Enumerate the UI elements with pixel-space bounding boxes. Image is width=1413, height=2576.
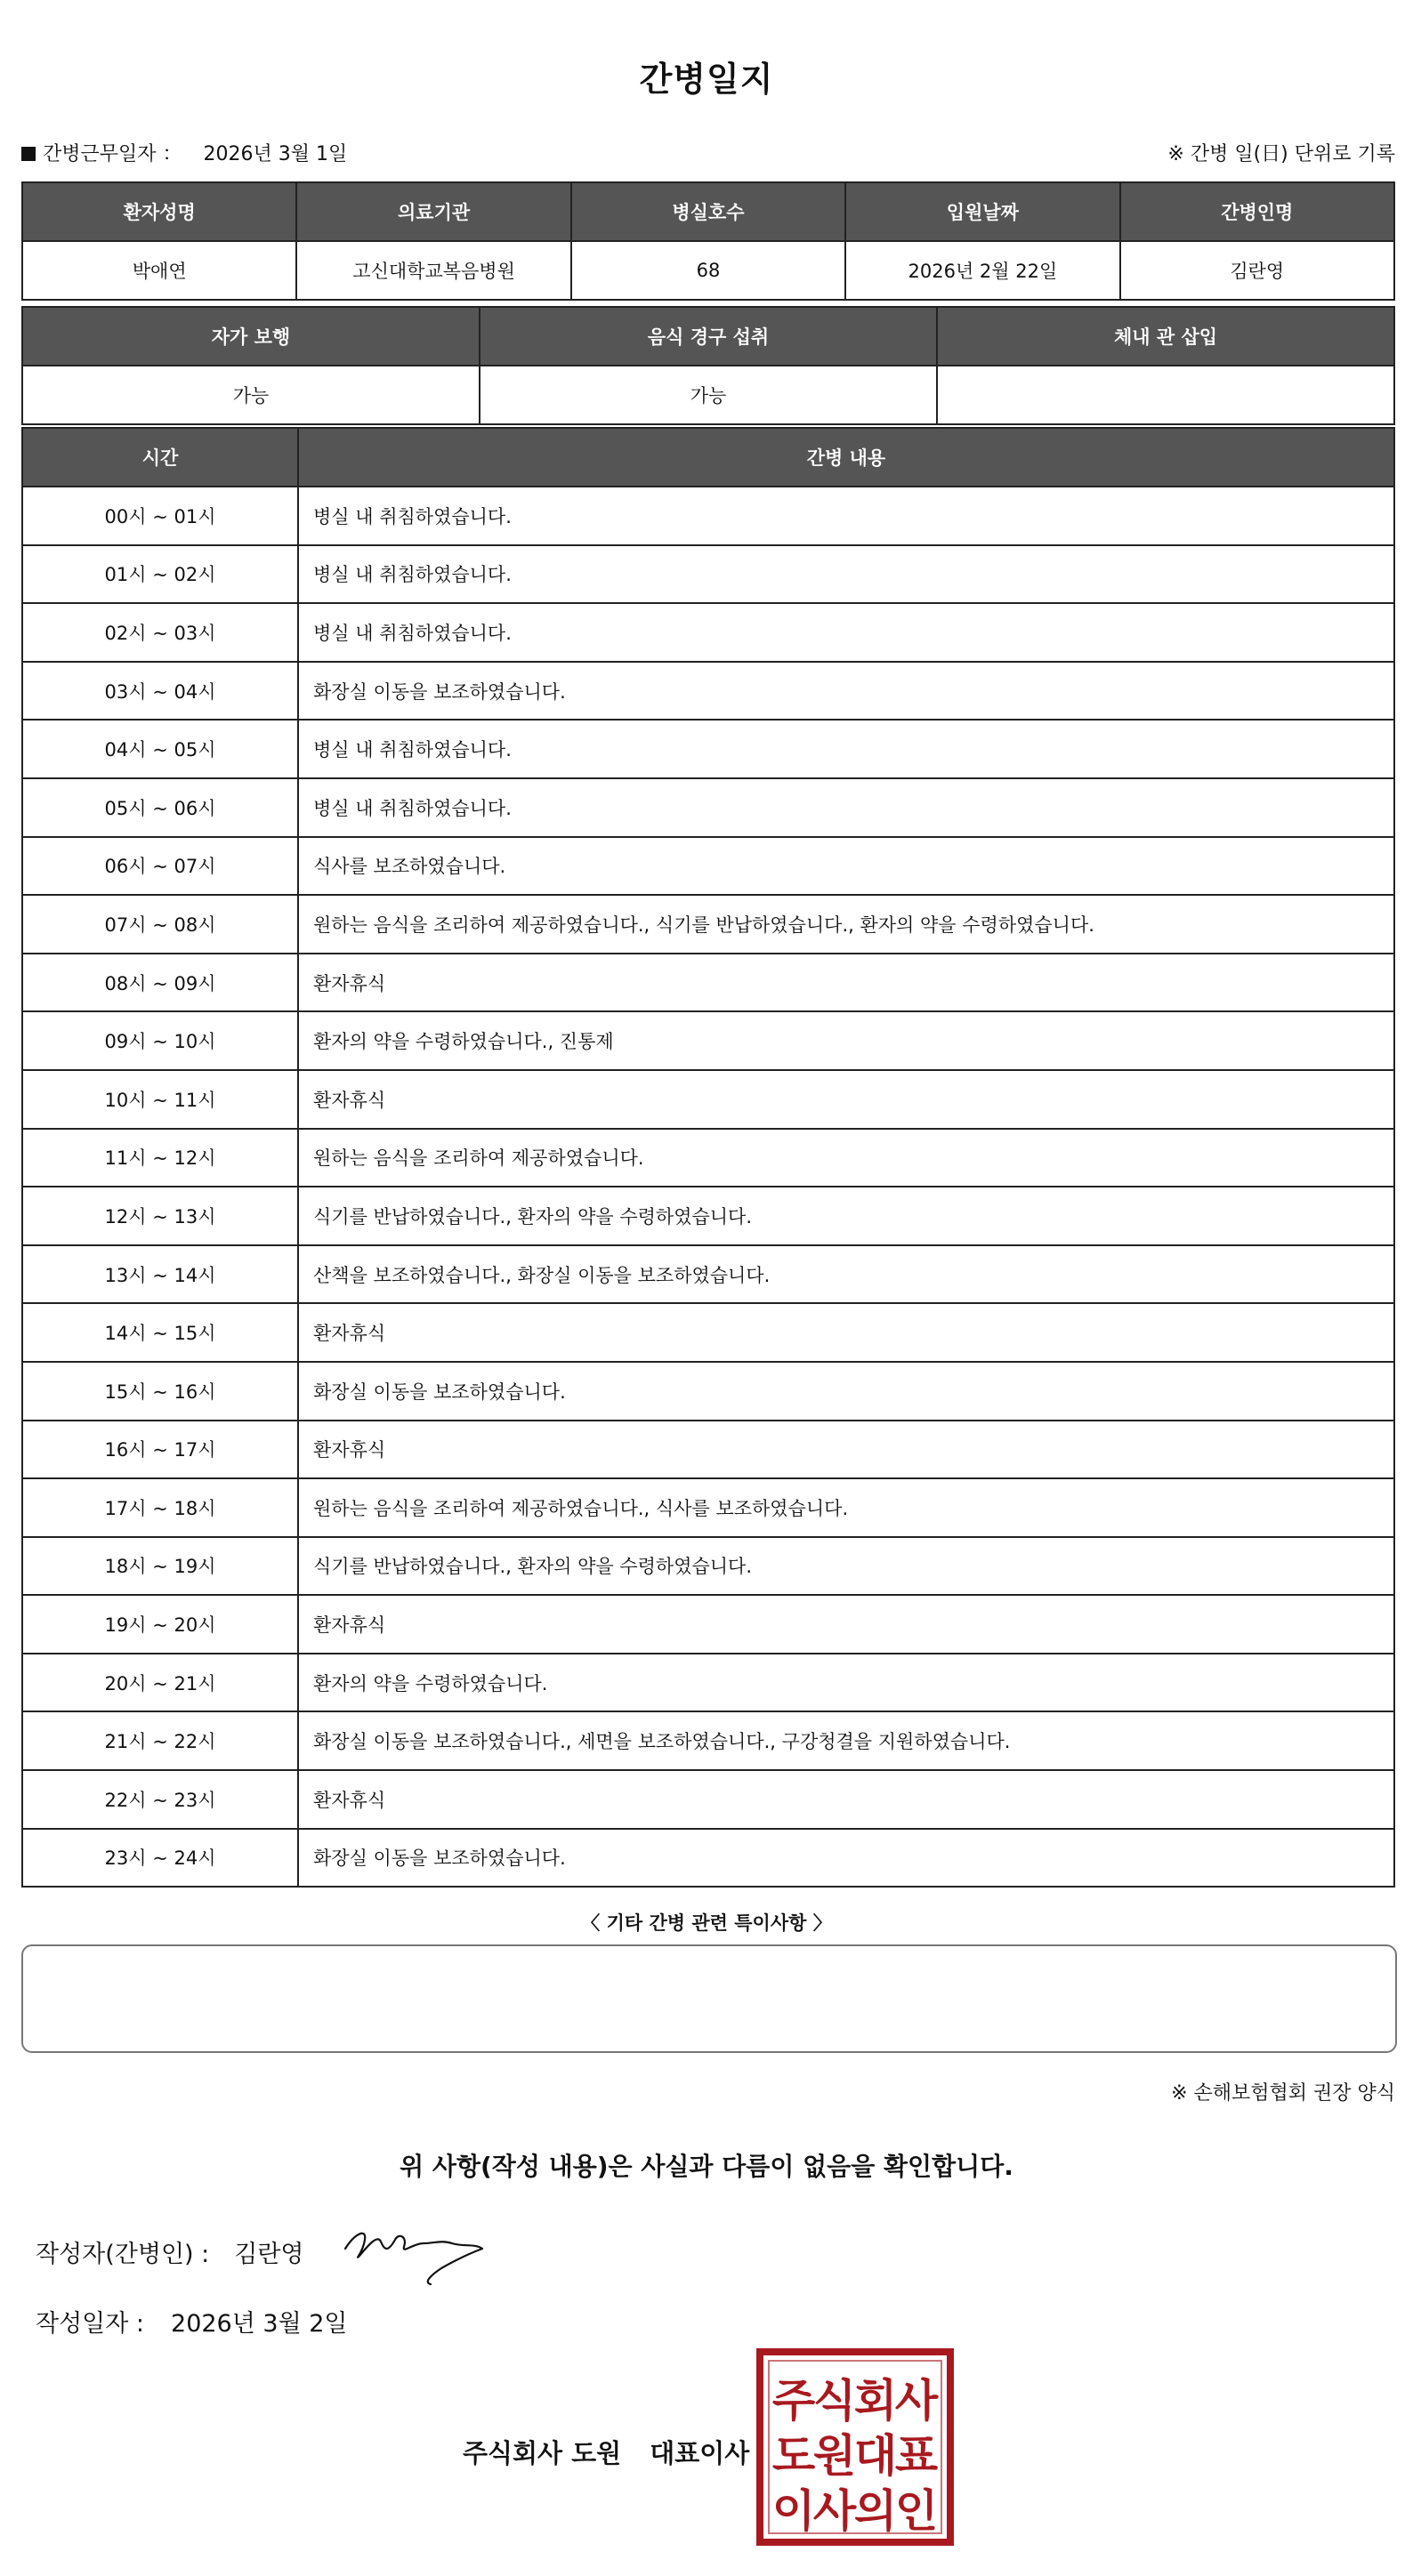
seal-character: 표 — [894, 2430, 939, 2482]
care-content-cell: 병실 내 취침하였습니다. — [298, 545, 1394, 604]
company-name: 주식회사 도원 — [463, 2438, 622, 2468]
time-cell: 13시 ~ 14시 — [22, 1245, 298, 1304]
time-cell: 06시 ~ 07시 — [22, 837, 298, 896]
seal-character: 사 — [812, 2485, 857, 2537]
table-row — [22, 720, 1394, 778]
time-cell: 20시 ~ 21시 — [22, 1654, 298, 1712]
time-cell: 00시 ~ 01시 — [22, 487, 298, 545]
oral-intake-value: 가능 — [480, 366, 937, 424]
table-row — [22, 1129, 1394, 1187]
table-row — [22, 487, 1394, 545]
time-cell: 18시 ~ 19시 — [22, 1537, 298, 1596]
table-row — [22, 1362, 1394, 1421]
time-cell: 05시 ~ 06시 — [22, 778, 298, 837]
header-admission-date: 입원날짜 — [845, 182, 1119, 241]
care-content-cell: 병실 내 취침하였습니다. — [298, 778, 1394, 837]
header-patient-name: 환자성명 — [22, 182, 296, 241]
writer-label: 작성자(간병인) : — [36, 2241, 210, 2268]
time-cell: 04시 ~ 05시 — [22, 720, 298, 778]
ceo-title: 대표이사 — [650, 2438, 750, 2468]
care-content-cell: 식기를 반납하였습니다., 환자의 약을 수령하였습니다. — [298, 1187, 1394, 1245]
seal-character: 식 — [812, 2375, 857, 2427]
table-row — [22, 895, 1394, 954]
table-row — [22, 603, 1394, 662]
room-number-value: 68 — [571, 241, 845, 300]
time-cell: 09시 ~ 10시 — [22, 1011, 298, 1070]
hospital-value: 고신대학교복음병원 — [296, 241, 570, 300]
time-cell: 10시 ~ 11시 — [22, 1070, 298, 1129]
care-content-cell: 환자의 약을 수령하였습니다. — [298, 1654, 1394, 1712]
remarks-title: 〈 기타 간병 관련 특이사항 〉 — [581, 1912, 832, 1934]
time-cell: 02시 ~ 03시 — [22, 603, 298, 662]
care-log-rows — [22, 487, 1394, 1887]
time-cell: 22시 ~ 23시 — [22, 1770, 298, 1829]
care-content-cell: 원하는 음식을 조리하여 제공하였습니다., 식사를 보조하였습니다. — [298, 1478, 1394, 1537]
time-cell: 16시 ~ 17시 — [22, 1421, 298, 1479]
care-content-cell: 화장실 이동을 보조하였습니다., 세면을 보조하였습니다., 구강청결을 지원하였습니다. — [298, 1711, 1394, 1770]
table-row — [22, 1829, 1394, 1888]
written-date-label: 작성일자 : — [36, 2310, 145, 2338]
care-content-cell: 화장실 이동을 보조하였습니다. — [298, 1362, 1394, 1421]
time-cell: 03시 ~ 04시 — [22, 662, 298, 720]
time-cell: 08시 ~ 09시 — [22, 954, 298, 1012]
time-cell: 15시 ~ 16시 — [22, 1362, 298, 1421]
page-title: 간병일지 — [639, 60, 774, 99]
admission-date-value: 2026년 2월 22일 — [845, 241, 1119, 300]
time-cell: 21시 ~ 22시 — [22, 1711, 298, 1770]
care-content-cell: 병실 내 취침하였습니다. — [298, 720, 1394, 778]
care-content-cell: 원하는 음식을 조리하여 제공하였습니다., 식기를 반납하였습니다., 환자의 약을 수령하였습니다. — [298, 895, 1394, 954]
care-content-cell: 환자휴식 — [298, 1070, 1394, 1129]
care-content-cell: 환자휴식 — [298, 954, 1394, 1012]
table-row — [22, 1187, 1394, 1245]
table-row — [22, 545, 1394, 604]
table-row — [22, 1711, 1394, 1770]
seal-character: 이 — [771, 2485, 816, 2537]
table-row — [22, 1303, 1394, 1362]
square-bullet-icon — [21, 147, 36, 161]
seal-character: 주 — [771, 2375, 816, 2427]
confirmation-statement: 위 사항(작성 내용)은 사실과 다름이 없음을 확인합니다. — [400, 2152, 1013, 2181]
header-room-number: 병실호수 — [571, 182, 845, 241]
writer-name: 김란영 — [234, 2241, 304, 2268]
seal-character: 의 — [853, 2485, 898, 2537]
care-log-table — [21, 427, 1395, 1888]
header-hospital: 의료기관 — [296, 182, 570, 241]
table-row — [22, 1537, 1394, 1596]
table-row — [22, 1421, 1394, 1479]
care-content-cell: 화장실 이동을 보조하였습니다. — [298, 1829, 1394, 1888]
seal-character: 원 — [812, 2430, 857, 2482]
unit-note: ※ 간병 일(日) 단위로 기록 — [1167, 143, 1395, 165]
patient-name-value: 박애연 — [22, 241, 296, 300]
seal-character: 회 — [853, 2375, 898, 2427]
table-row — [22, 1070, 1394, 1129]
header-oral-intake: 음식 경구 섭취 — [480, 307, 937, 366]
written-date-value: 2026년 3월 2일 — [171, 2310, 348, 2338]
table-row — [22, 1478, 1394, 1537]
table-row — [22, 662, 1394, 720]
self-walking-value: 가능 — [22, 366, 480, 424]
table-row — [22, 837, 1394, 896]
time-cell: 19시 ~ 20시 — [22, 1595, 298, 1654]
seal-characters — [772, 2375, 939, 2537]
time-cell: 01시 ~ 02시 — [22, 545, 298, 604]
work-date-label: 간병근무일자 ： — [43, 143, 182, 165]
header-self-walking: 자가 보행 — [22, 307, 480, 366]
seal-character: 대 — [853, 2430, 898, 2482]
table-row — [22, 1654, 1394, 1712]
time-cell: 23시 ~ 24시 — [22, 1829, 298, 1888]
patient-status-table — [21, 306, 1395, 425]
time-cell: 07시 ~ 08시 — [22, 895, 298, 954]
patient-info-table — [21, 181, 1395, 301]
care-content-cell: 환자휴식 — [298, 1303, 1394, 1362]
header-caregiver-name: 간병인명 — [1120, 182, 1394, 241]
care-content-cell: 환자휴식 — [298, 1770, 1394, 1829]
seal-character: 도 — [771, 2430, 816, 2482]
time-cell: 14시 ~ 15시 — [22, 1303, 298, 1362]
seal-character: 사 — [894, 2375, 939, 2427]
care-content-cell: 병실 내 취침하였습니다. — [298, 487, 1394, 545]
table-row — [22, 778, 1394, 837]
time-cell: 12시 ~ 13시 — [22, 1187, 298, 1245]
header-time: 시간 — [22, 428, 298, 487]
work-date-line — [21, 139, 347, 166]
remarks-box — [21, 1944, 1397, 2053]
header-care-content: 간병 내용 — [298, 428, 1394, 487]
written-date-line — [36, 2304, 348, 2339]
company-line — [463, 2434, 749, 2470]
table-row — [22, 954, 1394, 1012]
care-content-cell: 화장실 이동을 보조하였습니다. — [298, 662, 1394, 720]
care-content-cell: 환자의 약을 수령하였습니다., 진통제 — [298, 1011, 1394, 1070]
time-cell: 17시 ~ 18시 — [22, 1478, 298, 1537]
caregiver-name-value: 김란영 — [1120, 241, 1394, 300]
writer-line — [36, 2234, 304, 2269]
table-row — [22, 1245, 1394, 1304]
tube-insertion-value — [937, 366, 1394, 424]
seal-character: 인 — [894, 2485, 939, 2537]
care-content-cell: 환자휴식 — [298, 1421, 1394, 1479]
table-row — [22, 1770, 1394, 1829]
handwritten-signature — [342, 2217, 489, 2288]
work-date-value: 2026년 3월 1일 — [203, 143, 348, 165]
care-content-cell: 환자휴식 — [298, 1595, 1394, 1654]
company-seal-stamp — [755, 2347, 956, 2548]
recommend-note: ※ 손해보험협회 권장 양식 — [1171, 2082, 1395, 2105]
care-content-cell: 식기를 반납하였습니다., 환자의 약을 수령하였습니다. — [298, 1537, 1394, 1596]
table-row — [22, 1595, 1394, 1654]
time-cell: 11시 ~ 12시 — [22, 1129, 298, 1187]
care-content-cell: 병실 내 취침하였습니다. — [298, 603, 1394, 662]
care-content-cell: 원하는 음식을 조리하여 제공하였습니다. — [298, 1129, 1394, 1187]
header-tube-insertion: 체내 관 삽입 — [937, 307, 1394, 366]
care-content-cell: 산책을 보조하였습니다., 화장실 이동을 보조하였습니다. — [298, 1245, 1394, 1304]
care-content-cell: 식사를 보조하였습니다. — [298, 837, 1394, 896]
table-row — [22, 1011, 1394, 1070]
